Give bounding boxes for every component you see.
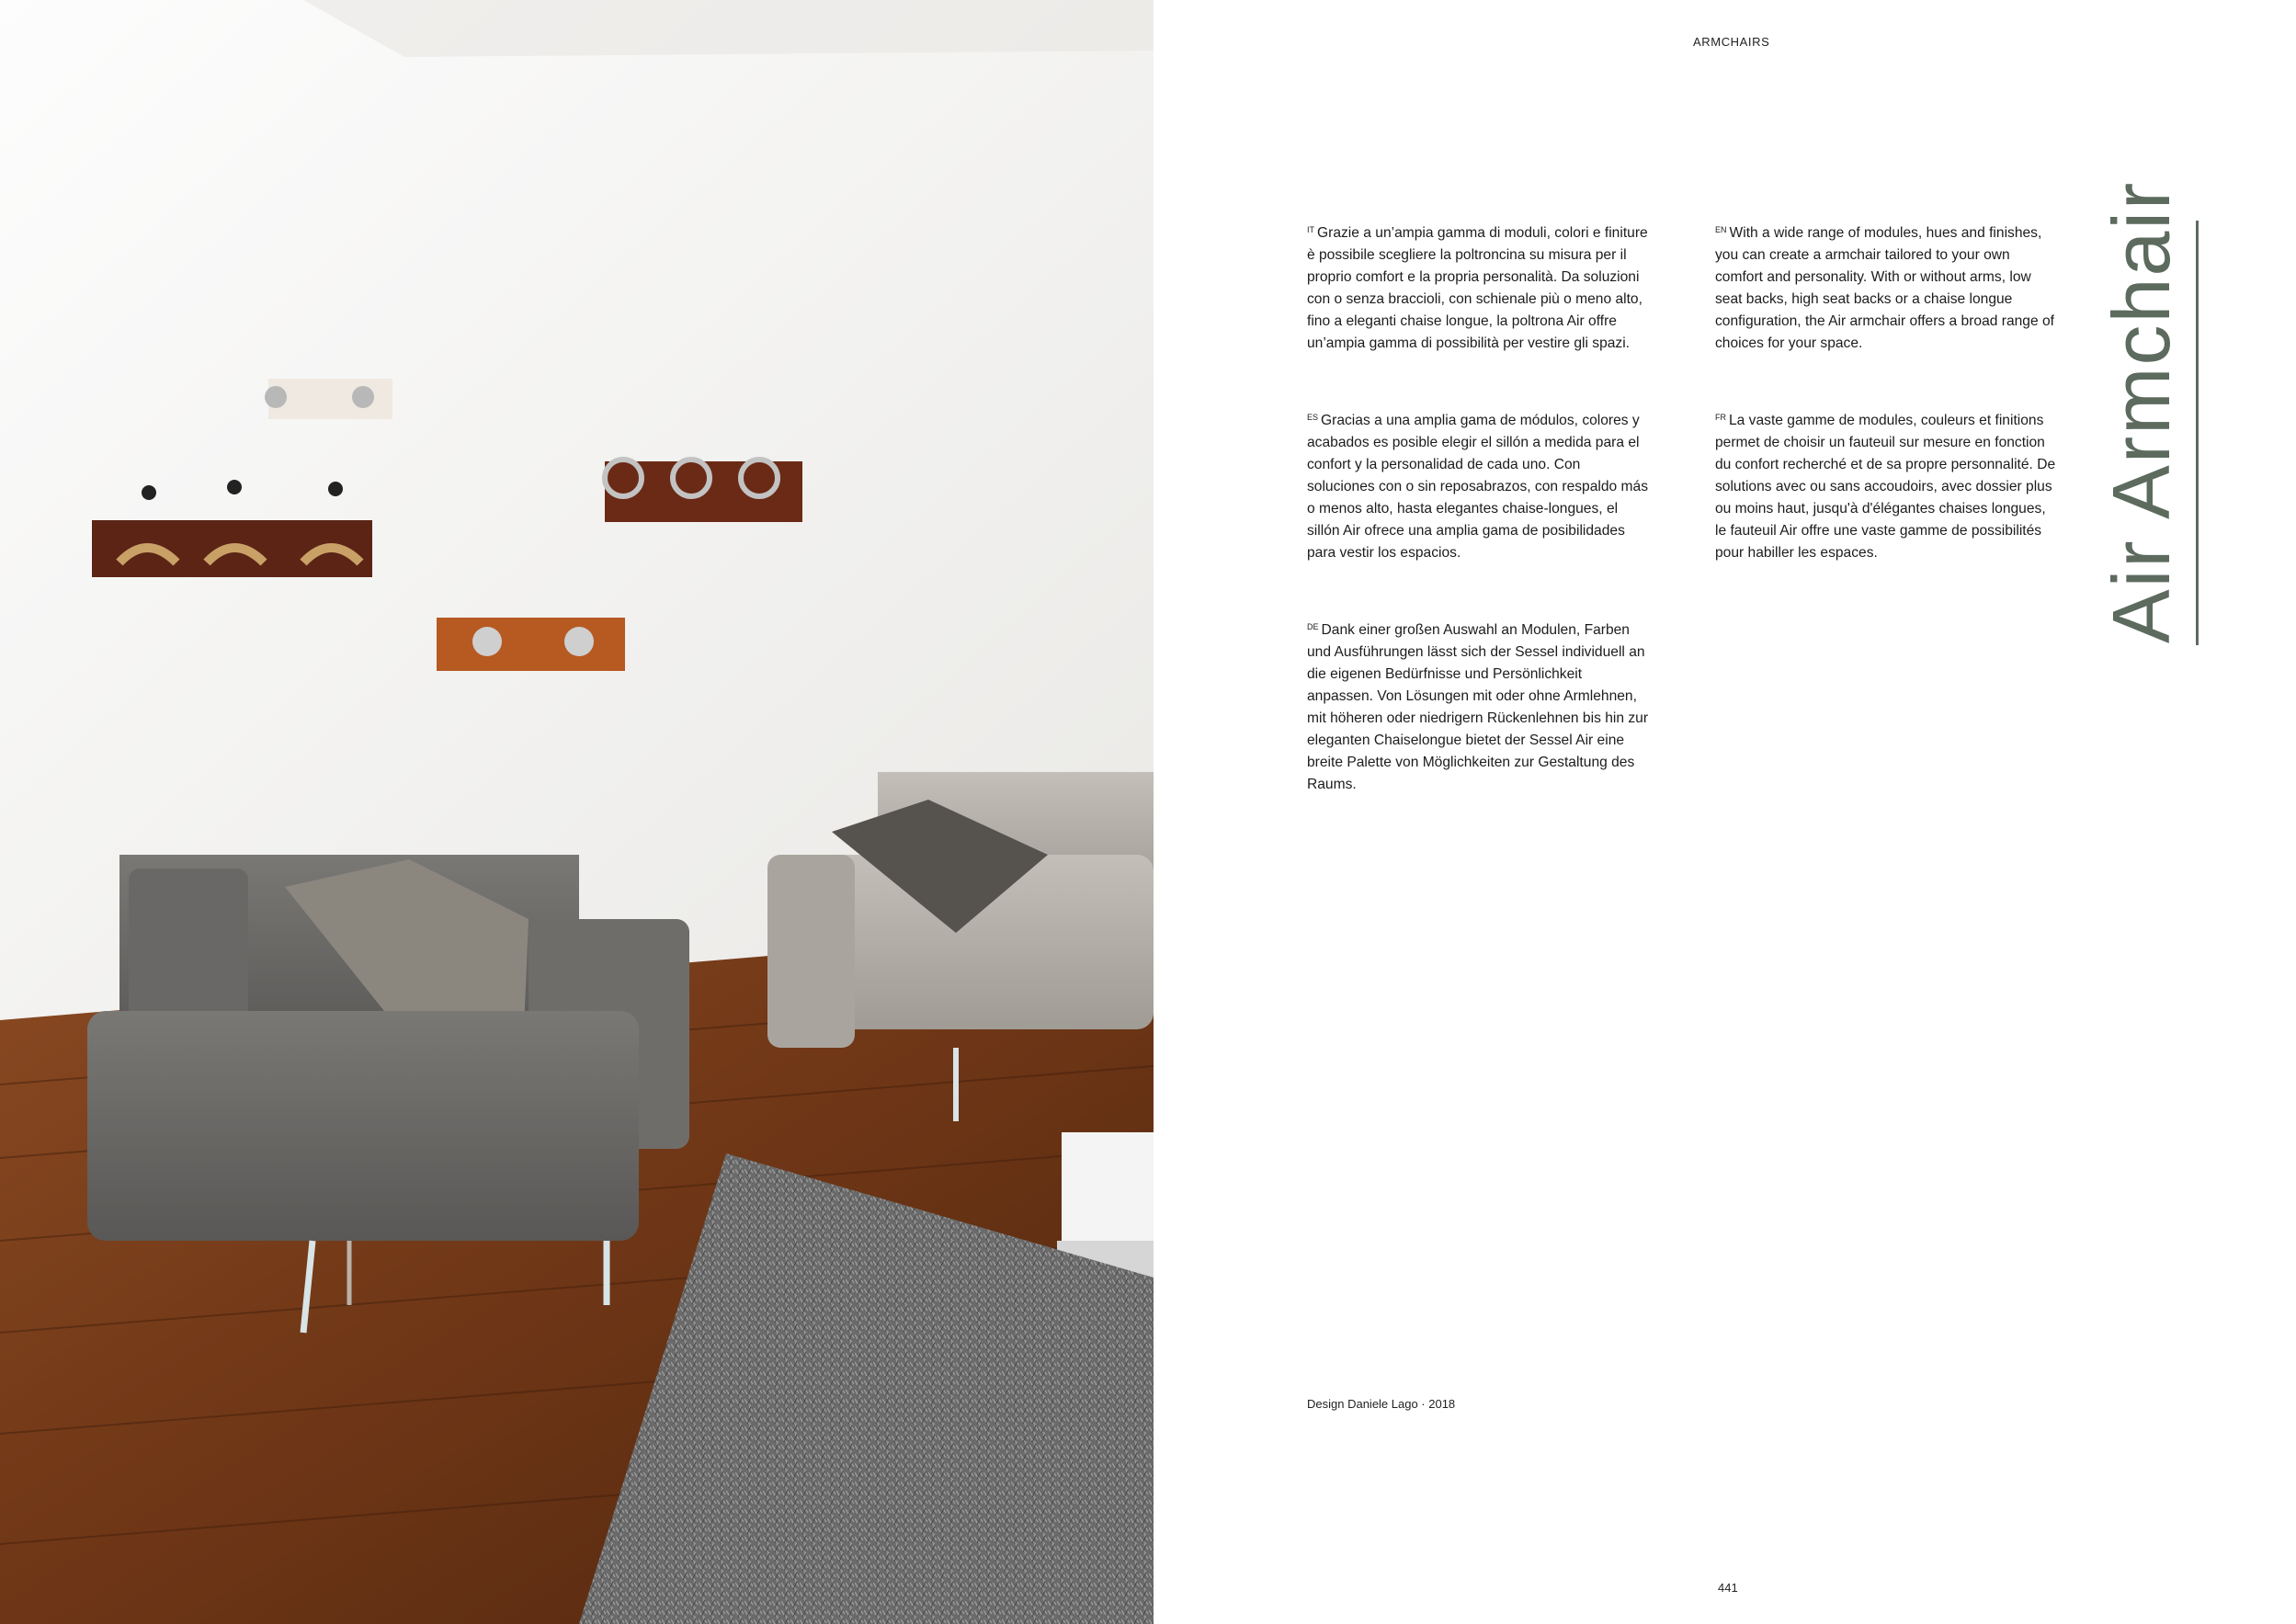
text-en — [1715, 219, 2057, 355]
text-es-body: Gracias a una amplia gama de módulos, colores y acabados es posible elegir el sillón a medida para el confort y la personalidad de cada uno. Con soluciones con o sin reposabrazos, con respaldo más o menos alto, hasta elegantes chaise-longues, el sillón Air ofrece una amplia gama de posibilidades para vestir los espacios. — [1307, 413, 1648, 561]
section-label: ARMCHAIRS — [1693, 35, 1770, 49]
lang-code-fr: FR — [1715, 413, 1726, 422]
text-it-body: Grazie a un’ampia gamma di moduli, colori e finiture è possibile scegliere la poltroncina su misura per il proprio comfort e la propria personalità. Da soluzioni con o senza braccioli, con schienale più o meno alto, fino a eleganti chaise longue, la poltrona Air offre un’ampia gamma di possibilità per vestire gli spazi. — [1307, 225, 1648, 351]
coat-rack-small — [265, 379, 392, 419]
text-de — [1307, 616, 1649, 796]
text-es — [1307, 406, 1649, 564]
coat-rack-orange — [437, 618, 625, 671]
lang-code-es: ES — [1307, 413, 1319, 422]
text-de-body: Dank einer großen Auswahl an Modulen, Farben und Ausführungen lässt sich der Sessel individuell an die eigenen Bedürfnisse und Persönlichkeit anpassen. Von Lösungen mit oder ohne Armlehnen, mit höheren oder niedrigern Rückenlehnen bis hin zur eleganten Chaiselongue bietet der Sessel Air eine breite Palette von Möglichkeiten zur Gestaltung des Raums. — [1307, 622, 1649, 792]
coat-rack-rings — [605, 460, 802, 522]
text-fr — [1715, 406, 2057, 564]
page-title-text: Air Armchair — [2097, 221, 2199, 645]
text-fr-body: La vaste gamme de modules, couleurs et finitions permet de choisir un fauteuil sur mesure en fonction du confort recherché et de sa propre personnalité. De solutions avec ou sans accoudoirs, avec dossier plus ou moins haut, jusqu'à d'élégantes chaises longues, le fauteuil Air offre une vaste gamme de possibilités pour habiller les espaces. — [1715, 413, 2056, 561]
text-en-body: With a wide range of modules, hues and finishes, you can create a armchair tailored to your own comfort and personality. With or without arms, low seat backs, high seat backs or a chaise longue configuration, the Air armchair offers a broad range of choices for your space. — [1715, 225, 2054, 351]
lang-code-it: IT — [1307, 225, 1314, 234]
lang-code-en: EN — [1715, 225, 1727, 234]
lang-code-de: DE — [1307, 622, 1319, 631]
page-number: 441 — [1718, 1581, 1738, 1595]
design-credit: Design Daniele Lago · 2018 — [1307, 1397, 1456, 1411]
text-it — [1307, 219, 1649, 355]
page-title — [2096, 180, 2199, 645]
